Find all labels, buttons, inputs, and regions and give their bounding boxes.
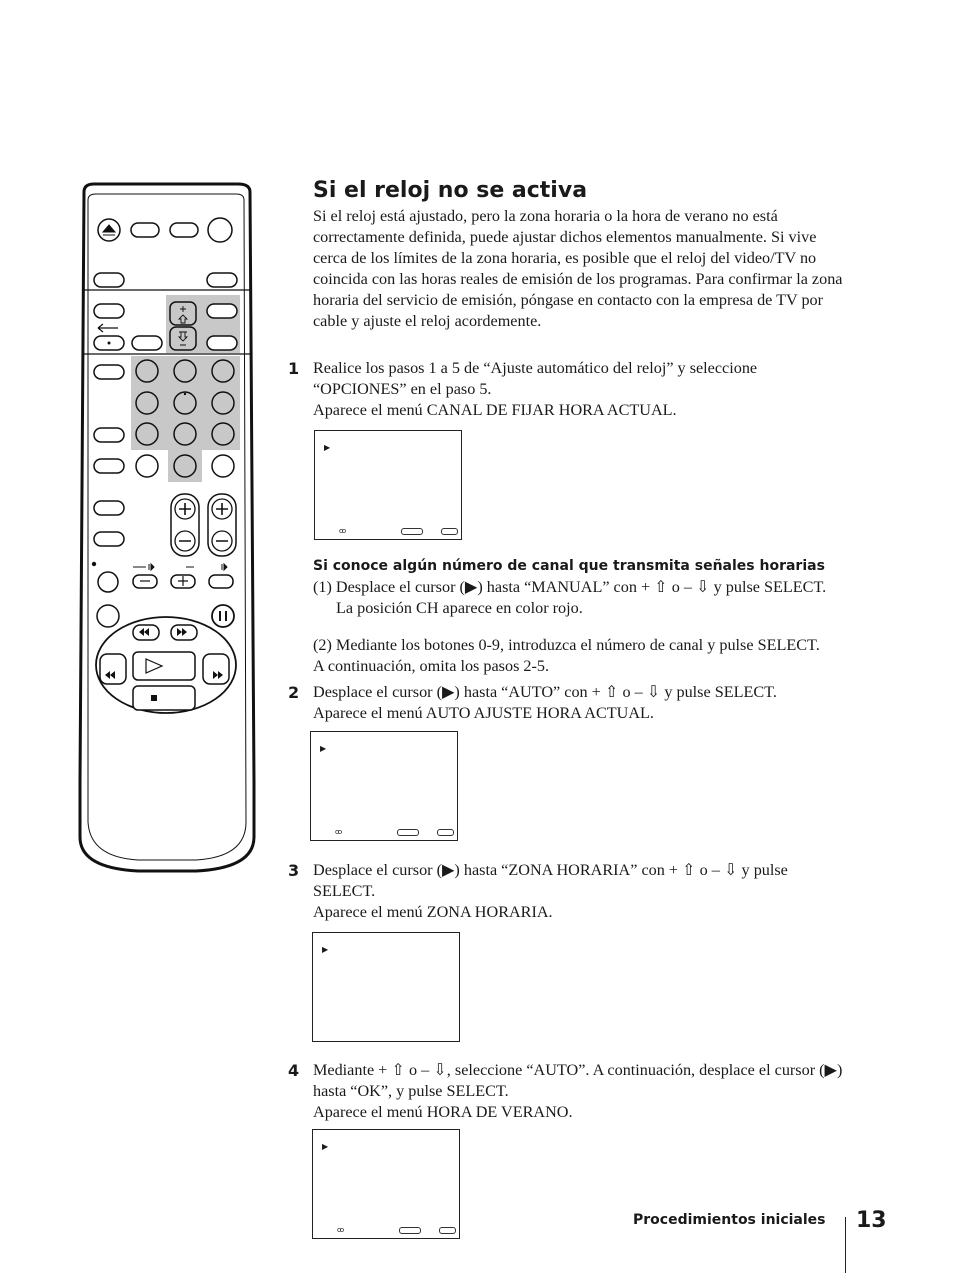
menu-screen-4 (312, 1129, 460, 1239)
menu-screen-2 (310, 731, 458, 841)
cursor-icon: ▶ (320, 744, 327, 753)
play-button[interactable] (133, 652, 195, 680)
step-3 (288, 860, 848, 923)
button-top-3[interactable] (170, 223, 198, 237)
number-button-6[interactable] (212, 392, 234, 414)
button-left-7[interactable] (94, 501, 124, 515)
number-button-1[interactable] (136, 360, 158, 382)
button-right-2[interactable] (207, 273, 237, 287)
subsection-item-1 (313, 577, 833, 619)
button-right-5[interactable] (212, 455, 234, 477)
step-result: Aparece el menú HORA DE VERANO. (313, 1103, 573, 1121)
record-button[interactable] (98, 572, 118, 592)
channel-down-button[interactable] (170, 327, 196, 350)
cursor-icon: ▶ (322, 945, 329, 954)
step-instruction: Mediante + ⇧ o – ⇩, seleccione “AUTO”. A continuación, desplace el cursor (▶) hasta “OK”, y pulse SELECT. (313, 1061, 843, 1100)
step-instruction: Realice los pasos 1 a 5 de “Ajuste automático del reloj” y seleccione “OPCIONES” en el paso 5. (313, 359, 758, 398)
cursor-icon: ▶ (324, 443, 331, 452)
step-number: 4 (288, 1061, 300, 1080)
menu-screen-1 (314, 430, 462, 540)
button-left-5[interactable] (94, 428, 124, 442)
item-label: (1) (313, 578, 332, 596)
channel-up-button[interactable] (170, 302, 196, 325)
number-button-5[interactable] (174, 392, 196, 414)
step-number: 2 (288, 683, 300, 702)
number-button-7[interactable] (136, 423, 158, 445)
slow-button[interactable] (209, 575, 233, 588)
button-left-3[interactable] (94, 304, 124, 318)
remote-control-illustration (76, 182, 258, 874)
cursor-icon: ▶ (322, 1142, 329, 1151)
button-left-2[interactable] (94, 273, 124, 287)
button-enter[interactable] (136, 455, 158, 477)
item-text: Mediante los botones 0-9, introduzca el número de canal y pulse SELECT. A continuación, omita los pasos 2-5. (313, 636, 820, 675)
tape-icon: ꝏ (337, 1226, 344, 1234)
step-result: Aparece el menú AUTO AJUSTE HORA ACTUAL. (313, 704, 654, 722)
item-note: La posición CH aparece en color rojo. (336, 599, 583, 617)
step-number: 3 (288, 861, 300, 880)
number-button-9[interactable] (212, 423, 234, 445)
button-right-3[interactable] (207, 304, 237, 318)
item-text: Desplace el cursor (▶) hasta “MANUAL” con + ⇧ o – ⇩ y pulse SELECT. (335, 578, 827, 596)
step-result: Aparece el menú ZONA HORARIA. (313, 903, 553, 921)
power-button[interactable] (208, 218, 232, 242)
number-button-8[interactable] (174, 423, 196, 445)
button-left-4[interactable] (94, 365, 124, 379)
button-mid[interactable] (132, 336, 162, 350)
pause-button[interactable] (212, 605, 234, 627)
subsection-heading: Si conoce algún número de canal que transmita señales horarias (313, 558, 825, 574)
step-instruction: Desplace el cursor (▶) hasta “ZONA HORARIA” con + ⇧ o – ⇩ y pulse SELECT. (313, 861, 788, 900)
step-4 (288, 1060, 848, 1123)
subsection-item-2 (313, 635, 833, 677)
step-instruction: Desplace el cursor (▶) hasta “AUTO” con + ⇧ o – ⇩ y pulse SELECT. (313, 683, 777, 701)
number-button-4[interactable] (136, 392, 158, 414)
footer-section-name: Procedimientos iniciales (633, 1212, 826, 1228)
stop-button[interactable] (133, 686, 195, 710)
page-number: 13 (856, 1208, 887, 1233)
button-top-2[interactable] (131, 223, 159, 237)
fast-forward-button[interactable] (203, 654, 229, 684)
menu-screen-3 (312, 932, 460, 1042)
number-button-2[interactable] (174, 360, 196, 382)
button-left-8[interactable] (94, 532, 124, 546)
tape-icon: ꝏ (339, 527, 346, 535)
number-button-3[interactable] (212, 360, 234, 382)
section-title: Si el reloj no se activa (313, 178, 588, 203)
step-2 (288, 682, 848, 724)
rewind-button[interactable] (100, 654, 126, 684)
number-button-0[interactable] (174, 455, 196, 477)
intro-paragraph: Si el reloj está ajustado, pero la zona horaria o la hora de verano no está correctamente definida, puede ajustar dichos elementos manualmente. Si vive cerca de los límites de la zona horaria, es posible que el reloj del video/TV no coincida con las horas reales de emisión de los programas. Para confirmar la zona horaria del servicio de emisión, póngase en contacto con la empresa de TV por cable y ajuste el reloj acordemente. (313, 207, 843, 330)
step-result: Aparece el menú CANAL DE FIJAR HORA ACTUAL. (313, 401, 677, 419)
footer-divider (845, 1217, 846, 1273)
step-1 (288, 358, 848, 421)
button-left-6[interactable] (94, 459, 124, 473)
button-right-4[interactable] (207, 336, 237, 350)
transport-button-left[interactable] (97, 605, 119, 627)
item-label: (2) (313, 636, 332, 654)
tape-icon: ꝏ (335, 828, 342, 836)
step-number: 1 (288, 359, 300, 378)
